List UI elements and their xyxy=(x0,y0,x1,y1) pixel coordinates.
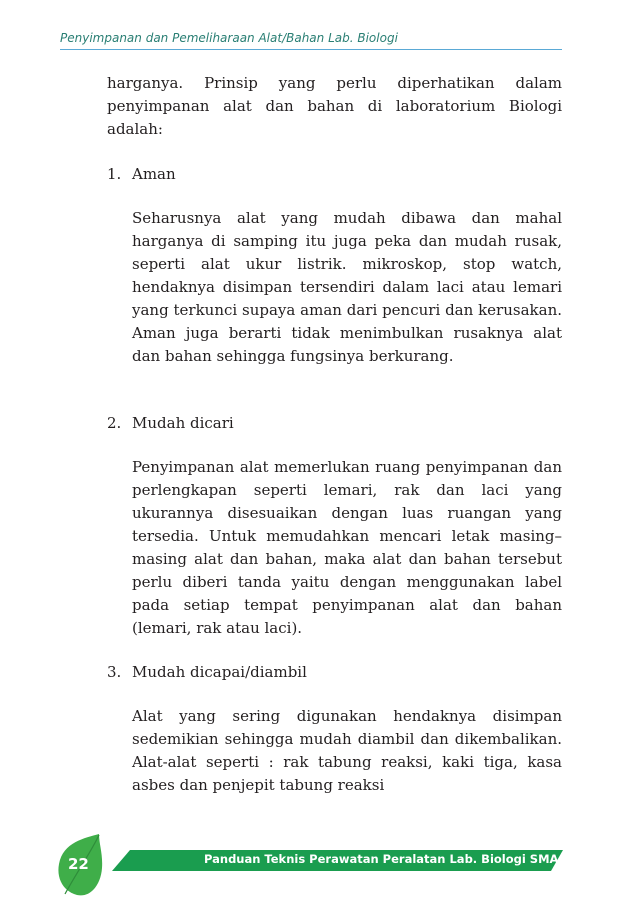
item-heading-mudah-dicapai xyxy=(107,661,307,684)
item-heading-mudah-dicari xyxy=(107,412,234,435)
header-divider xyxy=(60,49,562,50)
item-body-mudah-dicari: Penyimpanan alat memerlukan ruang penyimpanan dan perlengkapan seperti lemari, rak dan laci yang ukurannya disesuaikan dengan luas ruangan yang tersedia. Untuk memudahkan mencari letak masing–masing alat dan bahan, maka alat dan bahan tersebut perlu diberi tanda yaitu dengan menggunakan label pada setiap tempat penyimpanan alat dan bahan (lemari, rak atau laci). xyxy=(132,458,562,637)
item-body-mudah-dicapai: Alat yang sering digunakan hendaknya disimpan sedemikian sehingga mudah diambil dan dikembalikan. Alat-alat seperti : rak tabung reaksi, kaki tiga, kasa asbes dan penjepit tabung reaksi xyxy=(132,707,562,794)
running-head-title: Penyimpanan dan Pemeliharaan Alat/Bahan Lab. Biologi xyxy=(60,31,398,45)
item-number: 1. xyxy=(107,165,122,183)
item-number: 3. xyxy=(107,663,122,681)
item-heading-aman xyxy=(107,163,176,186)
intro-paragraph: harganya. Prinsip yang perlu diperhatikan dalam penyimpanan alat dan bahan di laboratorium Biologi adalah: xyxy=(107,74,562,138)
item-number: 2. xyxy=(107,414,122,432)
item-title: Mudah dicari xyxy=(132,414,234,432)
page-number: 22 xyxy=(68,855,89,873)
item-body-aman: Seharusnya alat yang mudah dibawa dan mahal harganya di samping itu juga peka dan mudah rusak, seperti alat ukur listrik. mikroskop, stop watch, hendaknya disimpan tersendiri dalam laci atau lemari yang terkunci supaya aman dari pencuri dan kerusakan. Aman juga berarti tidak menimbulkan rusaknya alat dan bahan sehingga fungsinya berkurang. xyxy=(132,209,562,365)
item-title: Aman xyxy=(132,165,176,183)
item-title: Mudah dicapai/diambil xyxy=(132,663,307,681)
footer-book-title: Panduan Teknis Perawatan Peralatan Lab. Biologi SMA xyxy=(204,852,559,866)
page-footer xyxy=(0,832,638,906)
